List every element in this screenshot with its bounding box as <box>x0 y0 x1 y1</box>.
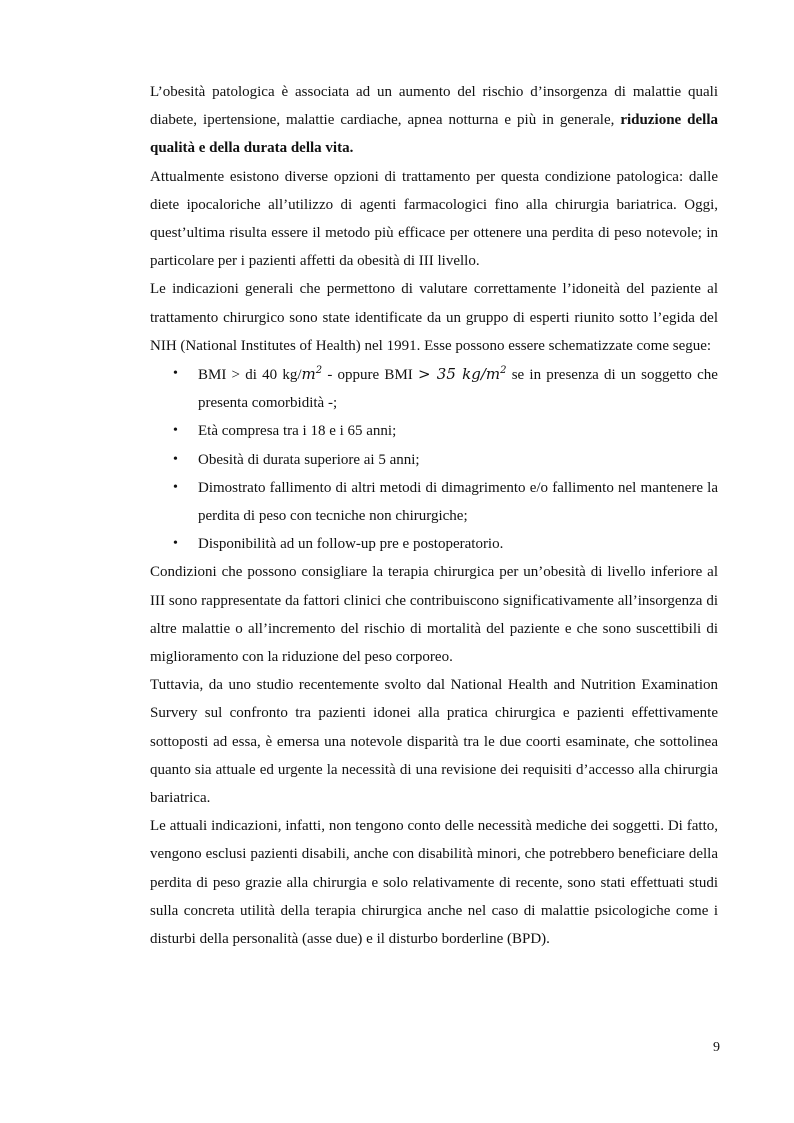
bmi-threshold-math <box>418 365 506 383</box>
criteria-list <box>150 360 718 558</box>
list-item-text: Disponibilità ad un follow-up pre e postoperatorio. <box>198 536 504 553</box>
bullet-icon: • <box>173 451 178 467</box>
bmi-unit-math <box>302 365 323 383</box>
bmi-threshold: > 35 kg/m <box>418 365 501 384</box>
paragraph-obesity-risks-emphasis: riduzione della qualità e della durata della vita. <box>150 112 719 157</box>
paragraph-obesity-risks <box>150 78 718 163</box>
paragraph-current-indications: Le attuali indicazioni, infatti, non tengono conto delle necessità mediche dei soggetti. Di fatto, vengono esclusi pazienti disabili, anche con disabilità minori, che potrebbero beneficiare della perdita di peso grazie alla chirurgia e solo relativamente di recente, sono stati effettuati studi sulla concreta utilità della terapia chirurgica anche nel caso di malattie psicologiche come i disturbi della personalità (asse due) e il disturbo borderline (BPD). <box>150 818 718 948</box>
bullet-icon: • <box>173 479 178 495</box>
page-number: 9 <box>713 1040 720 1055</box>
paragraph-lower-obesity-conditions: Condizioni che possono consigliare la terapia chirurgica per un’obesità di livello inferiore al III sono rappresentate da fattori clinici che contribuiscono significativamente all’insorgenza di altre malattie o all’incremento del rischio di mortalità del paziente e che sono suscettibili di miglioramento con la riduzione del peso corporeo. <box>150 564 718 666</box>
list-item-text: Dimostrato fallimento di altri metodi di dimagrimento e/o fallimento nel mantenere la perdita di peso con tecniche non chirurgiche; <box>198 479 718 525</box>
bullet-icon: • <box>173 536 178 552</box>
list-item <box>173 417 718 445</box>
list-item-text: Età compresa tra i 18 e i 65 anni; <box>198 423 397 440</box>
list-item-bmi <box>173 360 718 417</box>
bmi-text-a: BMI > di 40 kg/ <box>198 367 302 384</box>
paragraph-nih-criteria-intro: Le indicazioni generali che permettono di valutare correttamente l’idoneità del paziente al trattamento chirurgico sono state identificate da un gruppo di esperti riunito sotto l’egida del NIH (National Institutes of Health) nel 1991. Esse possono essere schematizzate come segue: <box>150 281 718 354</box>
bmi-text-c: se in presenza di un soggetto che presenta comorbidità -; <box>198 367 718 412</box>
list-item-text: Obesità di durata superiore ai 5 anni; <box>198 451 420 468</box>
paragraph-obesity-risks-text: L’obesità patologica è associata ad un aumento del rischio d’insorgenza di malattie quali diabete, ipertensione, malattie cardiache, apnea notturna e più in generale, <box>150 84 718 129</box>
bullet-icon: • <box>173 423 178 439</box>
bmi-unit-m: m <box>301 365 316 384</box>
paragraph-nhanes-study: Tuttavia, da uno studio recentemente svolto dal National Health and Nutrition Examination Survery sul confronto tra pazienti idonei alla pratica chirurgica e pazienti effettivamente sottoposti ad essa, è emersa una notevole disparità tra le due coorti esaminate, che sottolinea quanto sia attuale ed urgente la necessità di una revisione dei requisiti d’accesso alla chirurgia bariatrica. <box>150 677 718 807</box>
page-body <box>150 78 718 953</box>
bmi-threshold-exponent: 2 <box>500 365 507 377</box>
paragraph-treatment-options: Attualmente esistono diverse opzioni di trattamento per questa condizione patologica: dalle diete ipocaloriche all’utilizzo di agenti farmacologici fino alla chirurgia bariatrica. Oggi, quest’ultima risulta essere il metodo più efficace per ottenere una perdita di peso notevole; in particolare per i pazienti affetti da obesità di III livello. <box>150 168 718 270</box>
list-item <box>173 474 718 530</box>
bullet-icon: • <box>173 366 178 382</box>
list-item <box>173 446 718 474</box>
bmi-text-b: - oppure BMI <box>322 367 418 384</box>
bmi-unit-exponent: 2 <box>315 365 323 377</box>
list-item <box>173 530 718 558</box>
